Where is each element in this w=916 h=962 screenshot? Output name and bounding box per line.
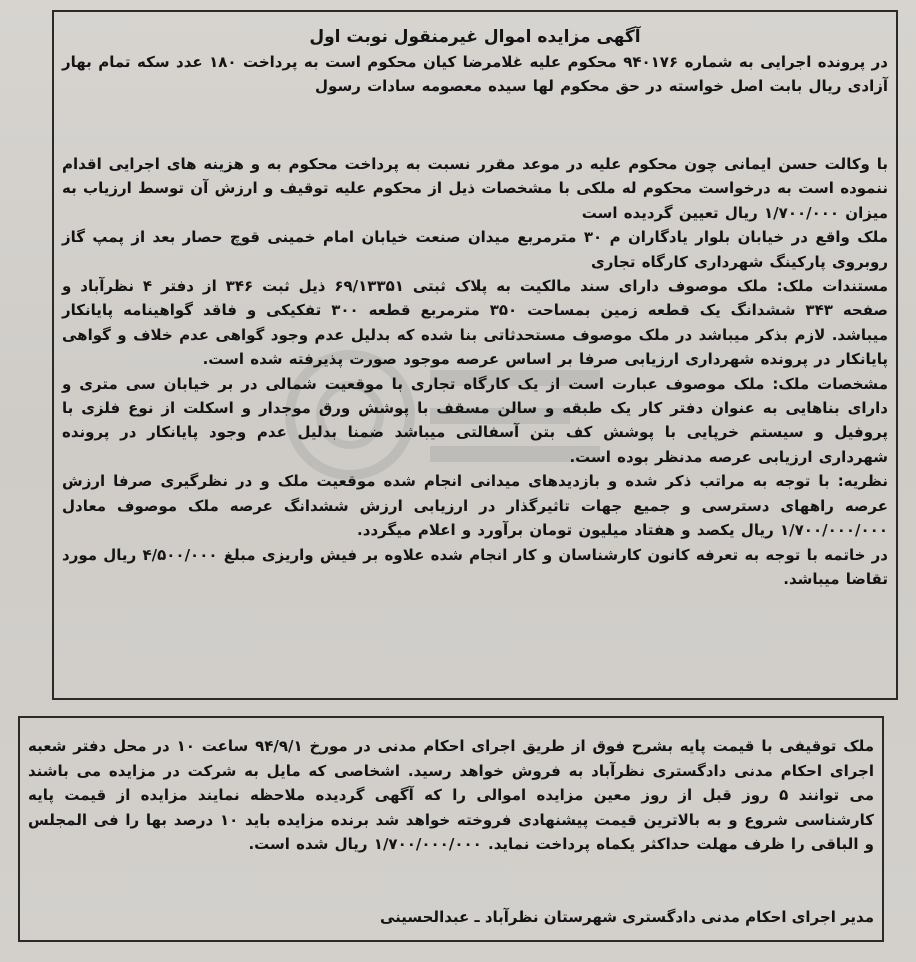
paragraph-conclusion: در خاتمه با توجه به تعرفه کانون کارشناسان و کار انجام شده علاوه بر فیش واریزی مبلغ ۴/۵۰۰/۰۰۰ ریال مورد تقاضا میباشد. [62,545,888,588]
auction-terms [28,734,874,857]
notice-body [62,152,888,591]
paragraph-location: ملک واقع در خیابان بلوار یادگاران م ۳۰ مترمربع میدان صنعت خیابان امام خمینی قوچ حصار بعد از پمپ گاز روبروی پارکینگ شهرداری کارگاه تجاری [62,228,889,271]
paragraph-documents: مستندات ملک: ملک موصوف دارای سند مالکیت به پلاک ثبتی ۶۹/۱۳۳۵۱ ذیل ثبت ۳۴۶ از دفتر ۴ نظرآباد و صفحه ۳۴۳ ششدانگ یک قطعه زمین بمساحت ۳۵۰ مترمربع قطعه ۳۰۰ تفکیکی و فاقد گواهینامه پایانکار میباشد. لازم بذکر میباشد در ملک موصوف مستحدثاتی بنا شده که بدلیل عدم وجود گواهی عدم خلاف و گواهی پایانکار در پرونده شهرداری ارزیابی صرفا بر اساس عرصه موجود صورت پذیرفته شده است. [62,277,889,369]
paragraph-agency: با وکالت حسن ایمانی چون محکوم علیه در موعد مقرر نسبت به پرداخت محکوم به و هزینه های اجرایی اقدام ننموده است به درخواست محکوم له ملکی با مشخصات ذیل از محکوم علیه توقیف و ارزش آن توسط ارزیاب به میزان ۱/۷۰۰/۰۰۰ ریال تعیین گردیده است [62,155,888,222]
intro-text: در پرونده اجرایی به شماره ۹۴۰۱۷۶ محکوم علیه غلامرضا کیان محکوم است به پرداخت ۱۸۰ عدد سکه تمام بهار آزادی ریال بابت اصل خواسته در حق محکوم لها سیده معصومه سادات رسول [62,53,888,96]
paragraph-specifications: مشخصات ملک: ملک موصوف عبارت است از یک کارگاه تجاری با موقعیت شمالی در بر خیابان سی متری و دارای بناهایی به عنوان دفتر کار یک طبقه و سالن مسقف با پوشش ورق موجدار و اسکلت از نوع فلزی با پروفیل و سیستم خرپایی با پوشش کف بتن آسفالتی میباشد ضمنا بدلیل عدم وجود پایانکار در پرونده شهرداری ارزیابی عرصه مدنظر بوده است. [62,374,888,466]
paragraph-opinion: نظریه: با توجه به مراتب ذکر شده و بازدیدهای میدانی انجام شده موقعیت ملک و در نظرگیری صرفا ارزش عرصه راههای دسترسی و جمیع جهات تاثیرگذار در ارزیابی ارزش ششدانگ عرصه ملک موصوف معادل ۱/۷۰۰/۰۰۰/۰۰۰ ریال یکصد و هفتاد میلیون تومان برآورد و اعلام میگردد. [62,472,888,540]
signature-line: مدیر اجرای احکام مدنی دادگستری شهرستان نظرآباد ـ عبدالحسینی [379,908,874,926]
notice-intro [62,50,888,99]
auction-text: ملک توقیفی با قیمت پایه بشرح فوق از طریق اجرای احکام مدنی در مورخ ۹۴/۹/۱ ساعت ۱۰ در محل دفتر شعبه اجرای احکام مدنی دادگستری نظرآباد به فروش خواهد رسید. اشخاصی که مایل به شرکت در مزایده می باشند می توانند ۵ روز قبل از روز معین مزایده اموالی را که آگهی گردیده ملاحظه نمایند مزایده از قیمت پایه کارشناسی شروع و به بالاترین قیمت پیشنهادی فروخته خواهد شد برنده مزایده باید ۱۰ درصد بها را فی المجلس و الباقی را ظرف مهلت حداکثر یکماه پرداخت نماید. ۱/۷۰۰/۰۰۰/۰۰۰ ریال شده است. [28,737,875,854]
notice-heading: آگهی مزایده اموال غیرمنقول نوبت اول [309,27,641,47]
